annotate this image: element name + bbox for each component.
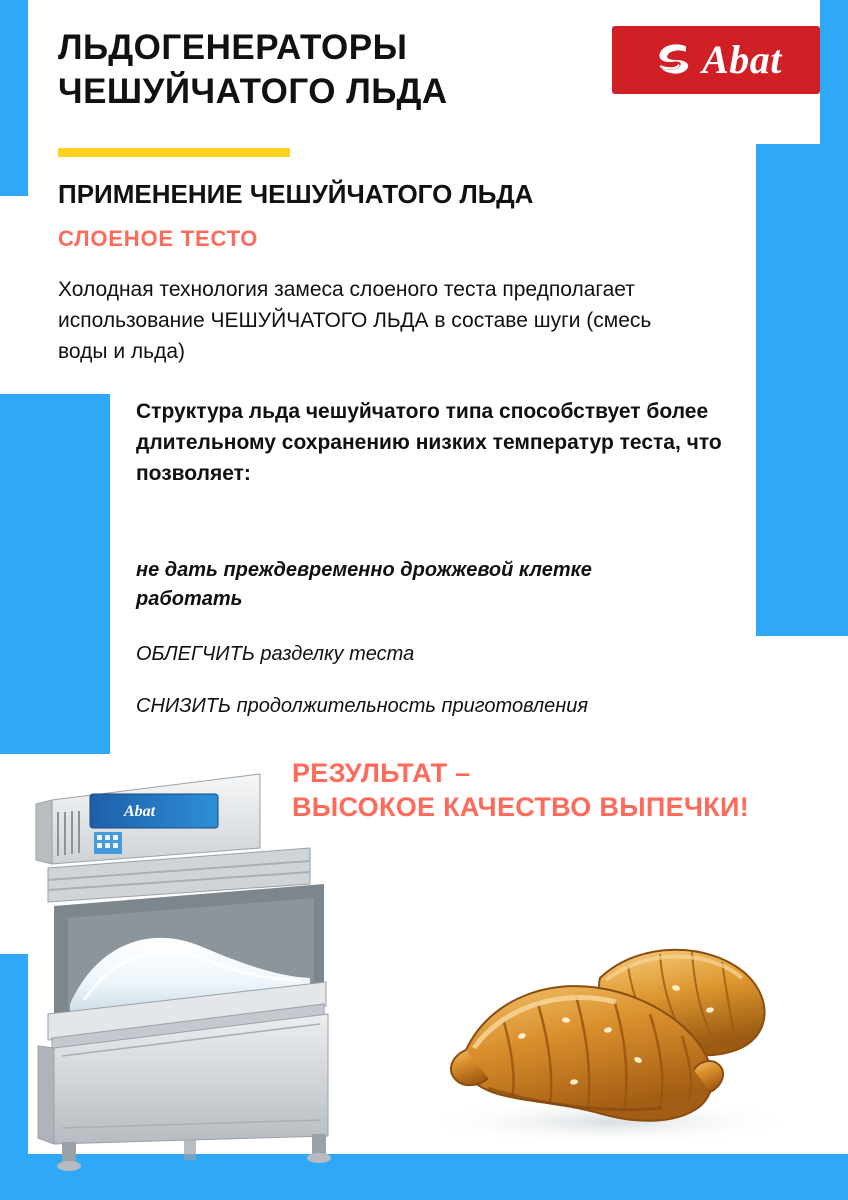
result-line-2: ВЫСОКОЕ КАЧЕСТВО ВЫПЕЧКИ! [292,792,749,822]
divider-yellow [58,148,290,157]
benefit-item-1: не дать преждевременно дрожжевой клетке работать [136,559,592,610]
section-subtitle: ПРИМЕНЕНИЕ ЧЕШУЙЧАТОГО ЛЬДА [58,179,534,209]
benefit-item-2: ОБЛЕГЧИТЬ разделку теста [136,643,415,665]
decor-bar-left-middle [0,394,110,754]
croissants-photo [370,900,830,1150]
svg-text:Abat: Abat [124,803,156,820]
result-line-1: РЕЗУЛЬТАТ – [292,758,471,788]
benefit-item-3: СНИЗИТЬ продолжительность приготовления [136,695,589,717]
abat-swirl-icon [650,37,696,83]
decor-bar-right-middle [756,144,848,636]
paragraph-benefits: Структура льда чешуйчатого типа способствует более длительному сохранению низких температур теста, что позволяет: [136,400,722,485]
paragraph-intro: Холодная технология замеса слоеного теста предполагает использование ЧЕШУЙЧАТОГО ЛЬДА в составе шуги (смесь воды и льда) [58,278,652,363]
decor-bar-right-top [820,0,848,144]
page-title-line-2: ЧЕШУЙЧАТОГО ЛЬДА [58,72,448,111]
brand-logo-text: Abat [702,37,782,82]
brand-logo [612,26,820,94]
page-title-line-1: ЛЬДОГЕНЕРАТОРЫ [58,28,408,67]
section-label: СЛОЕНОЕ ТЕСТО [58,226,259,251]
decor-bar-left-top [0,0,28,196]
page-title [58,26,618,114]
ice-flaker-machine-photo [24,756,384,1174]
